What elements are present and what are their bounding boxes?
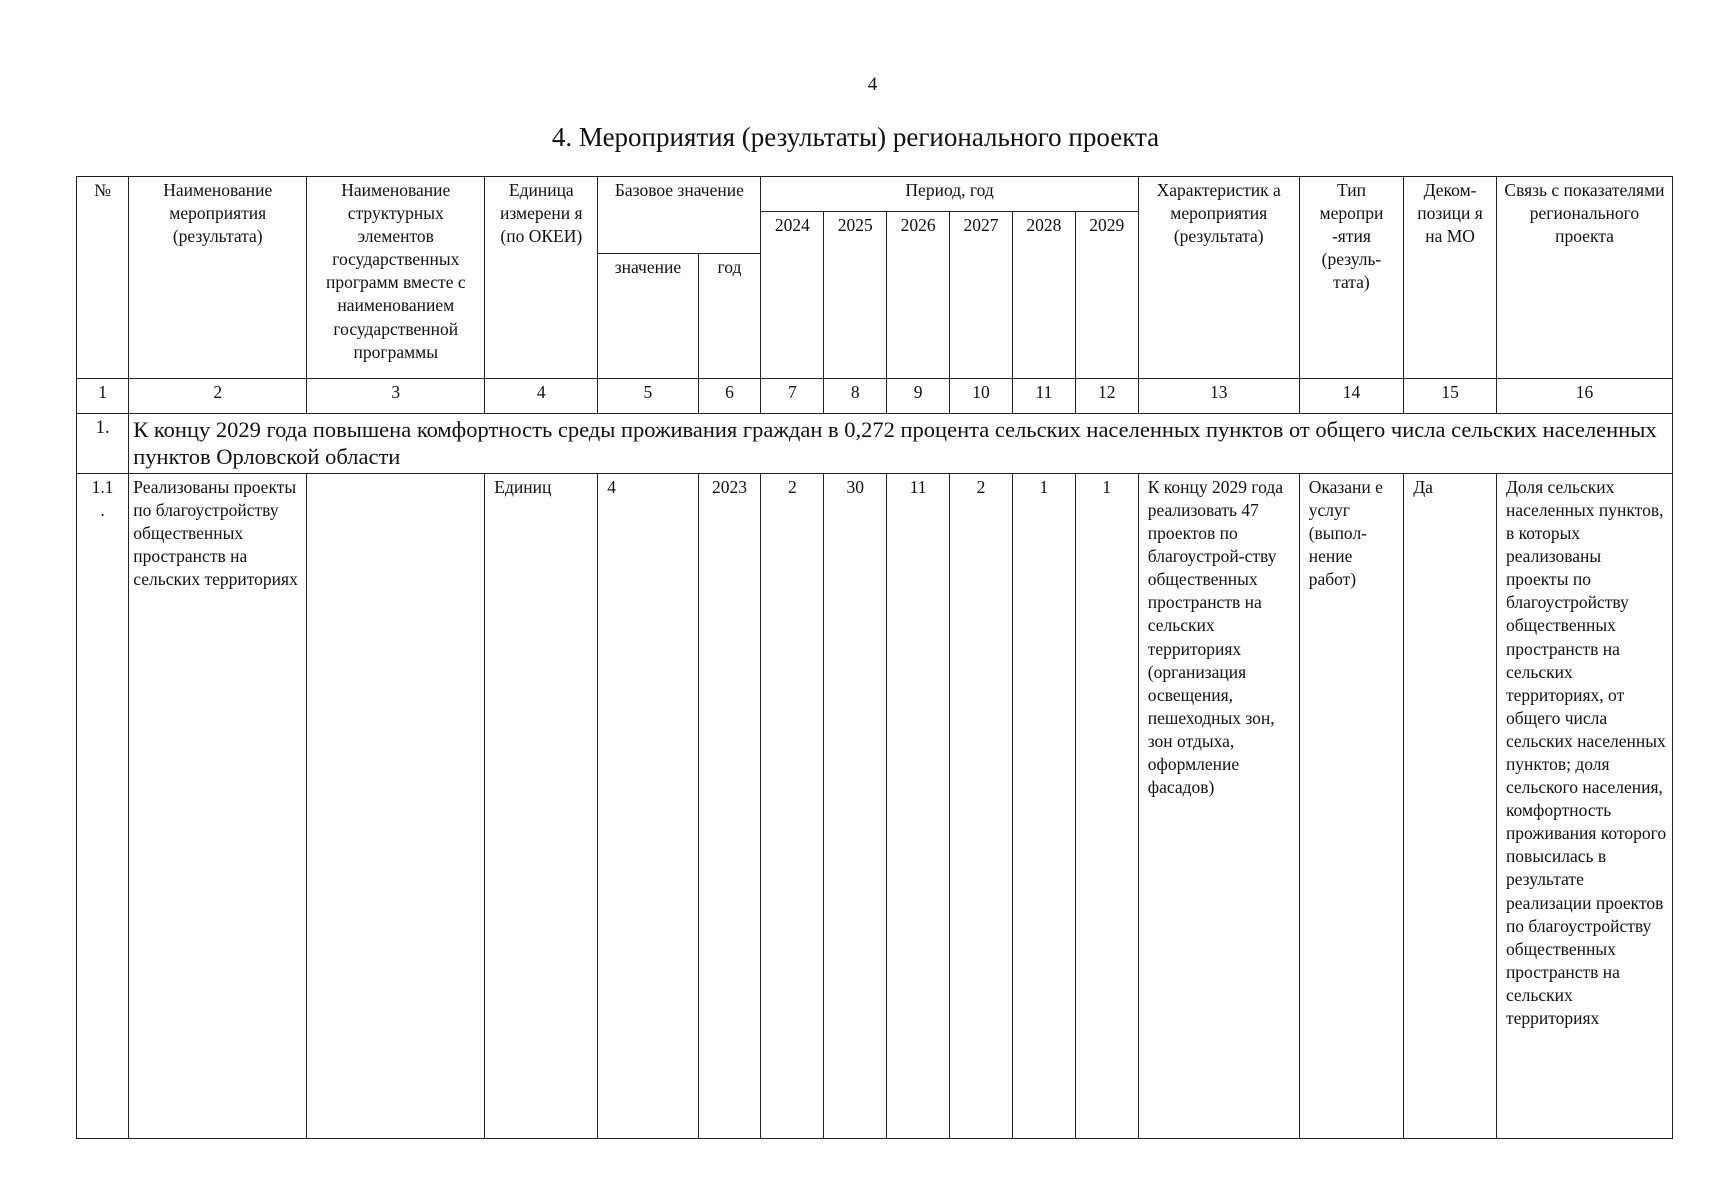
header-year-2029: 2029	[1075, 212, 1138, 379]
table-row	[77, 473, 1673, 1138]
header-decomposition: Деком-позици я на МО	[1404, 177, 1497, 379]
header-num: №	[77, 177, 129, 379]
year-value-2028: 1	[1012, 473, 1075, 1138]
header-name: Наименование мероприятия (результата)	[129, 177, 307, 379]
activity-type: Оказани е услуг (выпол-нение работ)	[1299, 473, 1403, 1138]
column-number: 13	[1138, 379, 1299, 414]
column-number: 6	[698, 379, 761, 414]
header-structural: Наименование структурных элементов государственных программ вместе с наименованием государственной программы	[307, 177, 485, 379]
header-row-1	[77, 177, 1673, 212]
header-period: Период, год	[761, 177, 1138, 212]
row-number-dot: .	[100, 499, 105, 520]
year-value-2024: 2	[761, 473, 824, 1138]
activity-name: Реализованы проекты по благоустройству общественных пространств на сельских территориях	[129, 473, 307, 1138]
header-year-2026: 2026	[887, 212, 950, 379]
column-number: 10	[950, 379, 1013, 414]
unit-value: Единиц	[485, 473, 598, 1138]
section-heading: 4. Мероприятия (результаты) регионального проекта	[551, 122, 1160, 152]
column-number: 12	[1075, 379, 1138, 414]
header-year-2028: 2028	[1012, 212, 1075, 379]
structural-elements	[307, 473, 485, 1138]
header-year-2025: 2025	[824, 212, 887, 379]
characteristic-text: К концу 2029 года реализовать 47 проектов по благоустрой-ству общественных пространств на сельских территориях (организация освещения, пешеходных зон, зон отдыха, оформление фасадов)	[1138, 473, 1299, 1138]
column-number: 14	[1299, 379, 1403, 414]
column-number: 16	[1496, 379, 1672, 414]
goal-text: К концу 2029 года повышена комфортность среды проживания граждан в 0,272 процента сельских населенных пунктов от общего числа сельских населенных пунктов Орловской области	[129, 414, 1673, 474]
header-characteristic: Характеристик а мероприятия (результата)	[1138, 177, 1299, 379]
header-type: Тип меропри -ятия (резуль-тата)	[1299, 177, 1403, 379]
year-value-2029: 1	[1075, 473, 1138, 1138]
column-number: 4	[485, 379, 598, 414]
column-number: 15	[1404, 379, 1497, 414]
row-number: 1.1	[91, 476, 114, 497]
column-number: 3	[307, 379, 485, 414]
header-year-2024: 2024	[761, 212, 824, 379]
header-base-value: значение	[598, 254, 698, 379]
column-number: 8	[824, 379, 887, 414]
column-number: 2	[129, 379, 307, 414]
decomposition-value: Да	[1404, 473, 1497, 1138]
header-unit: Единица измерени я (по ОКЕИ)	[485, 177, 598, 379]
column-number: 7	[761, 379, 824, 414]
header-year-2027: 2027	[950, 212, 1013, 379]
year-value-2025: 30	[824, 473, 887, 1138]
column-number: 5	[598, 379, 698, 414]
column-number: 11	[1012, 379, 1075, 414]
goal-row	[77, 414, 1673, 474]
header-link: Связь с показателями регионального проекта	[1496, 177, 1672, 379]
goal-number: 1.	[77, 414, 129, 474]
page-number: 4	[867, 74, 878, 95]
indicator-link-text: Доля сельских населенных пунктов, в которых реализованы проекты по благоустройству общественных пространств на сельских территориях, от общего числа сельских населенных пунктов; доля сельского населения, комфортность проживания которого повысилась в результате реализации проектов по благоустройству общественных пространств на сельских территориях	[1496, 473, 1672, 1138]
header-base: Базовое значение	[598, 177, 761, 254]
base-year: 2023	[698, 473, 761, 1138]
column-number-row	[77, 379, 1673, 414]
activities-table	[76, 176, 1673, 1139]
year-value-2027: 2	[950, 473, 1013, 1138]
year-value-2026: 11	[887, 473, 950, 1138]
header-base-year: год	[698, 254, 761, 379]
row-number-cell	[77, 473, 129, 1138]
column-number: 1	[77, 379, 129, 414]
base-value: 4	[598, 473, 698, 1138]
column-number: 9	[887, 379, 950, 414]
